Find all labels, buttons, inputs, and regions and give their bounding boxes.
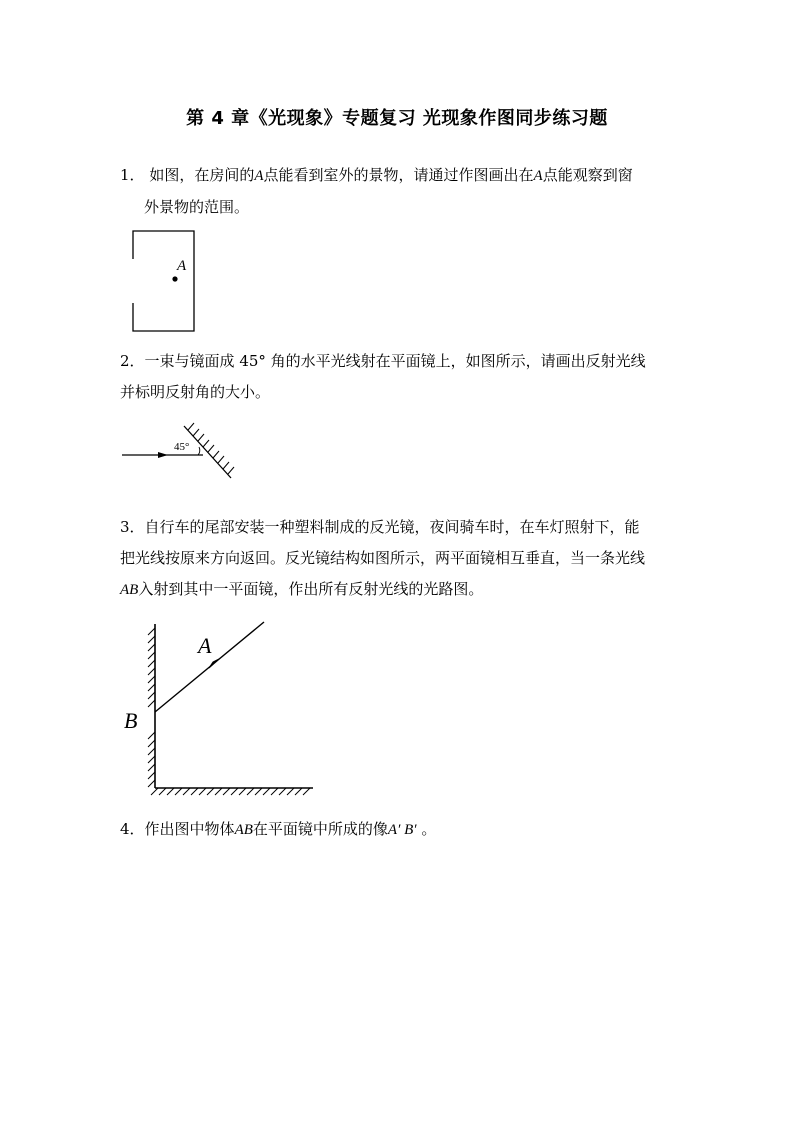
question-4	[120, 814, 676, 846]
horizontal-mirror-hatching	[151, 788, 310, 795]
page-title: 第 4 章《光现象》专题复习 光现象作图同步练习题	[186, 108, 608, 129]
question-text: 点能看到室外的景物，请通过作图画出在	[263, 166, 534, 184]
angle-arc	[198, 447, 200, 455]
ray-arrow	[158, 452, 168, 458]
figure-corner-reflector	[120, 618, 320, 798]
question-text: 入射到其中一平面镜，作出所有反射光线的光路图。	[138, 580, 484, 598]
vertical-mirror-hatching	[148, 628, 155, 787]
question-text: 外景物的范围。	[144, 198, 250, 216]
figure-room-window	[128, 228, 208, 338]
question-text: 如图，在房间的	[149, 166, 255, 184]
question-text: 自行车的尾部安装一种塑料制成的反光镜，夜间骑车时，在车灯照射下，能	[144, 518, 640, 536]
variable: A	[254, 168, 264, 184]
label-a: A	[198, 633, 212, 658]
question-2	[120, 346, 676, 408]
variable: AB	[234, 822, 253, 838]
question-text: 作出图中物体	[144, 820, 235, 838]
question-text: 并标明反射角的大小。	[120, 383, 271, 401]
question-number: 2．	[120, 352, 145, 370]
question-text: 在平面镜中所成的像	[252, 820, 388, 838]
plane-mirror	[184, 426, 231, 478]
question-number: 4．	[120, 820, 145, 838]
room-wall	[133, 231, 194, 331]
question-3	[120, 512, 676, 606]
variable: A	[533, 168, 543, 184]
mirror-hatching	[188, 423, 234, 474]
point-a-label: A	[177, 258, 187, 274]
question-number: 1．	[120, 166, 145, 184]
angle-label: 45°	[174, 441, 190, 453]
question-number: 3．	[120, 518, 145, 536]
variable: A′ B′	[387, 822, 417, 838]
label-b: B	[124, 708, 138, 733]
question-text: 把光线按原来方向返回。反光镜结构如图所示，两平面镜相互垂直，当一条光线	[120, 549, 646, 567]
question-text: 一束与镜面成 45° 角的水平光线射在平面镜上，如图所示，请画出反射光线	[144, 352, 646, 370]
variable: AB	[120, 582, 139, 598]
point-a	[172, 276, 177, 281]
ray-arrow	[209, 659, 219, 668]
question-text: 点能观察到窗	[542, 166, 633, 184]
figure-mirror-45	[118, 418, 248, 488]
question-1	[120, 160, 676, 223]
question-text: 。	[416, 820, 437, 838]
